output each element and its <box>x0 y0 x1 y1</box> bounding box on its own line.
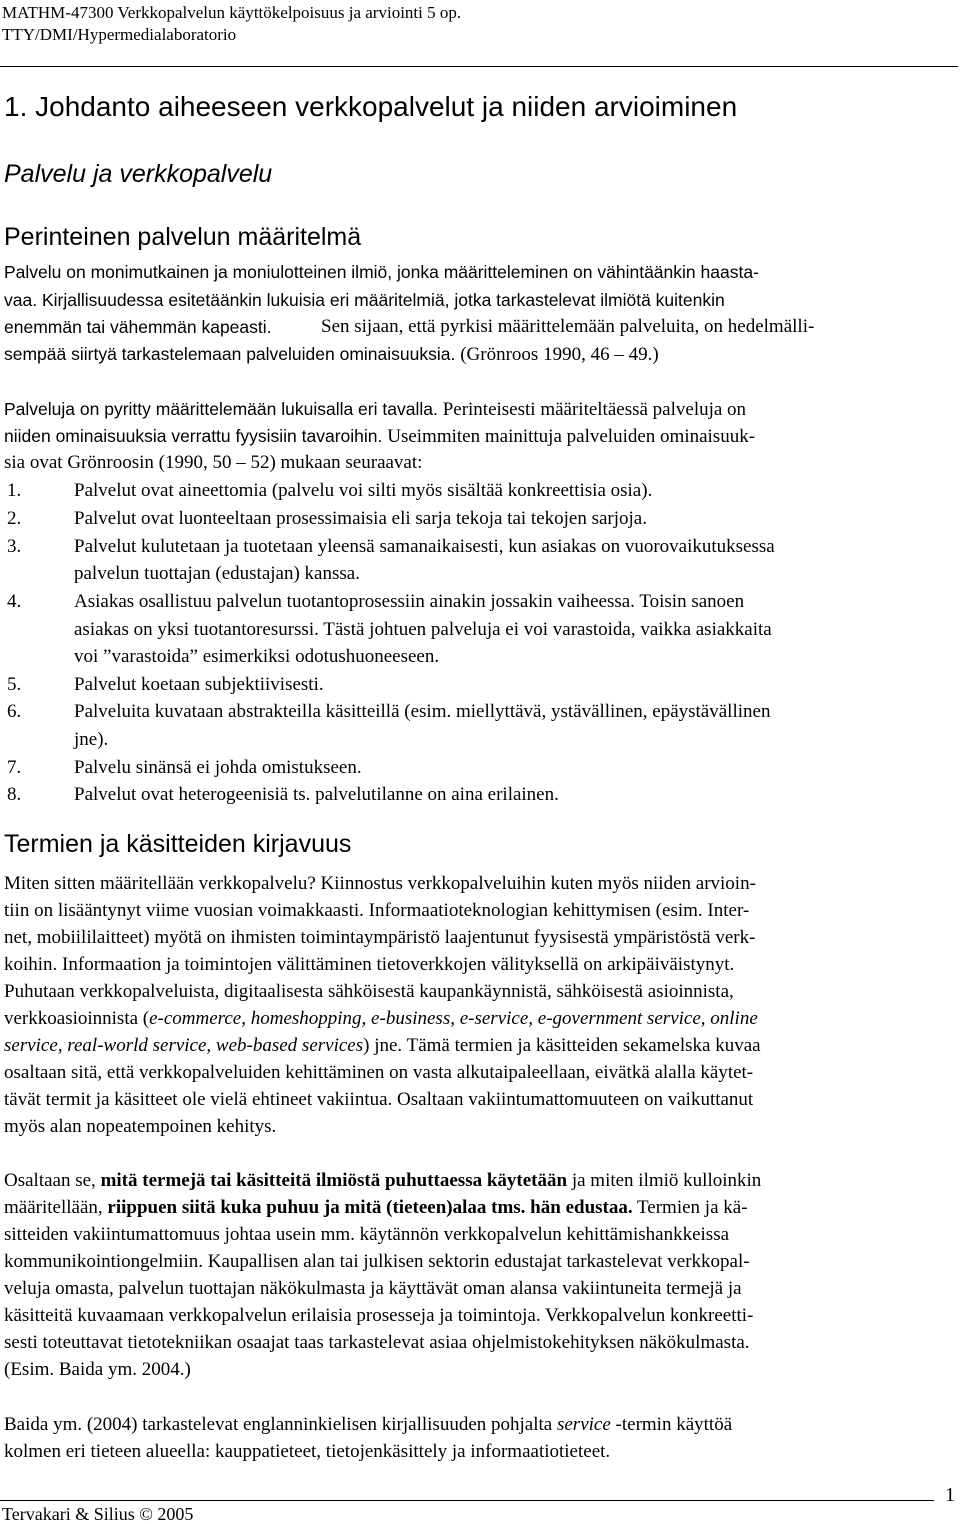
page-number: 1 <box>945 1484 955 1506</box>
paragraph-line: Miten sitten määritellään verkkopalvelu? Kiinnostus verkkopalveluihin kuten myös niiden arvioin- <box>4 873 756 894</box>
text-span: sempää siirtyä tarkastelemaan palveluiden ominaisuuksia. <box>4 344 461 364</box>
list-item-continuation: palvelun tuottajan (edustajan) kanssa. <box>74 563 360 584</box>
paragraph-line <box>4 397 746 422</box>
text-span: vaa. Kirjallisuudessa esitetäänkin lukuisia eri määritelmiä, jotka tarkastelevat ilmiötä kuitenkin <box>4 290 725 310</box>
list-item: Palveluita kuvataan abstrakteilla käsitteillä (esim. miellyttävä, ystävällinen, epäystävällinen <box>74 701 771 722</box>
italic-terms: e-commerce, homeshopping, e-business, e-service, e-government service, online <box>149 1008 758 1029</box>
list-item: Palvelut koetaan subjektiivisesti. <box>74 674 324 695</box>
paragraph-line <box>4 1007 758 1031</box>
text-span: enemmän tai vähemmän kapeasti. <box>4 317 272 337</box>
text-span: ) jne. Tämä termien ja käsitteiden sekamelska kuvaa <box>363 1035 761 1056</box>
paragraph-line: Puhutaan verkkopalveluista, digitaalisesta sähköisestä kaupankäynnistä, sähköisestä asioinnista, <box>4 981 734 1002</box>
paragraph-line: myös alan nopeatempoinen kehitys. <box>4 1116 277 1137</box>
text-span: Osaltaan se, <box>4 1170 101 1191</box>
list-item-continuation: jne). <box>74 729 109 750</box>
list-number: 2. <box>7 508 22 529</box>
list-item: Palvelut ovat heterogeenisiä ts. palvelutilanne on aina erilainen. <box>74 784 559 805</box>
italic-term: service <box>556 1414 611 1435</box>
page-title: 1. Johdanto aiheeseen verkkopalvelut ja niiden arvioiminen <box>4 91 738 122</box>
text-span: -termin käyttöä <box>610 1414 733 1435</box>
paragraph-line <box>4 1169 761 1193</box>
text-span: Palvelu on monimutkainen ja moniulotteinen ilmiö, jonka määritteleminen on vähintäänkin haasta- <box>4 262 759 282</box>
running-header <box>2 2 461 46</box>
paragraph-line: net, mobiililaitteet) myötä on ihmisten toimintaympäristö laajentunut fyysisestä ympäristöstä verk- <box>4 927 756 948</box>
paragraph-line <box>321 315 814 339</box>
list-number: 7. <box>7 757 22 778</box>
list-number: 1. <box>7 480 22 501</box>
list-item: Palvelu sinänsä ei johda omistukseen. <box>74 757 362 778</box>
paragraph-line <box>4 1034 761 1058</box>
paragraph-line: koihin. Informaation ja toimintojen välittäminen tietoverkkojen välityksellä on arkipäiväistynyt. <box>4 954 735 975</box>
text-span: Termien ja kä- <box>632 1197 748 1218</box>
text-span: sia ovat Grönroosin (1990, 50 – 52) mukaan seuraavat: <box>4 452 423 473</box>
paragraph-line: veluja omasta, palvelun tuottajan näkökulmasta ja käyttävät oman alansa vakiintuneita termejä ja <box>4 1278 742 1299</box>
header-rule <box>0 66 958 67</box>
list-item-continuation: asiakas on yksi tuotantoresurssi. Tästä johtuen palveluja ei voi varastoida, vaikka asiakkaita <box>74 619 772 640</box>
department: TTY/DMI/Hypermedialaboratorio <box>2 25 237 44</box>
bold-phrase: riippuen siitä kuka puhuu ja mitä (tieteen)alaa tms. hän edustaa. <box>107 1197 633 1218</box>
list-number: 5. <box>7 674 22 695</box>
paragraph-line <box>4 1413 732 1437</box>
text-span: Sen sijaan, että pyrkisi määrittelemään palveluita, on hedelmälli- <box>321 316 815 337</box>
paragraph-line: osaltaan sitä, että verkkopalveluiden kehittäminen on vasta alkutaipaleellaan, eivätkä alalla käytet- <box>4 1062 754 1083</box>
paragraph-line: sitteiden vakiintumattomuus johtaa usein mm. käytännön verkkopalvelun kehittämishankkeissa <box>4 1224 730 1245</box>
citation: (Grönroos 1990, 46 – 49.) <box>460 344 659 365</box>
paragraph-line <box>4 424 755 449</box>
list-item: Palvelut ovat luonteeltaan prosessimaisia eli sarja tekoja tai tekojen sarjoja. <box>74 508 647 529</box>
paragraph-line: sesti toteuttavat tietotekniikan osaajat taas tarkastelevat asiaa ohjelmistokehityksen näkökulmasta. <box>4 1332 750 1353</box>
paragraph-line <box>4 260 759 285</box>
list-item: Palvelut ovat aineettomia (palvelu voi silti myös sisältää konkreettisia osia). <box>74 480 653 501</box>
list-number: 4. <box>7 591 22 612</box>
course-title: MATHM-47300 Verkkopalvelun käyttökelpoisuus ja arviointi 5 op. <box>2 3 462 22</box>
subsection-heading: Perinteinen palvelun määritelmä <box>4 223 362 251</box>
list-item: Asiakas osallistuu palvelun tuotantoprosessiin ainakin jossakin vaiheessa. Toisin sanoen <box>74 591 745 612</box>
paragraph-line <box>4 342 659 367</box>
paragraph-line: kolmen eri tieteen alueella: kauppatieteet, tietojenkäsittely ja informaatiotieteet. <box>4 1441 611 1462</box>
bold-phrase: mitä termejä tai käsitteitä ilmiöstä puhuttaessa käytetään <box>100 1170 568 1191</box>
paragraph-line <box>4 1196 748 1220</box>
paragraph-line: tiin on lisääntynyt viime vuosian voimakkaasti. Informaatioteknologian kehittymisen (esim. Inter- <box>4 900 750 921</box>
paragraph-line <box>4 315 272 340</box>
paragraph-line <box>4 451 422 475</box>
footer-rule <box>0 1500 934 1501</box>
italic-terms: service, real-world service, web-based services <box>4 1035 364 1056</box>
paragraph-line <box>4 288 725 313</box>
text-span: niiden ominaisuuksia verrattu fyysisiin tavaroihin. <box>4 426 388 446</box>
footer-authors: Tervakari & Silius © 2005 <box>2 1504 194 1524</box>
section-heading-termit: Termien ja käsitteiden kirjavuus <box>4 830 352 858</box>
list-item-continuation: voi ”varastoida” esimerkiksi odotushuoneeseen. <box>74 646 440 667</box>
text-span: Useimmiten mainittuja palveluiden ominaisuuk- <box>387 426 756 447</box>
text-span: verkkoasioinnista ( <box>4 1008 150 1029</box>
paragraph-line: (Esim. Baida ym. 2004.) <box>4 1359 191 1380</box>
paragraph-line: kommunikointiongelmiin. Kaupallisen alan tai julkisen sektorin edustajat tarkastelevat verkkopal- <box>4 1251 750 1272</box>
list-number: 8. <box>7 784 22 805</box>
text-span: Baida ym. (2004) tarkastelevat englanninkielisen kirjallisuuden pohjalta <box>4 1414 557 1435</box>
paragraph-line: tävät termit ja käsitteet ole vielä ehtineet vakiintua. Osaltaan vakiintumattomuuteen on vaikuttanut <box>4 1089 754 1110</box>
list-number: 6. <box>7 701 22 722</box>
text-span: ja miten ilmiö kulloinkin <box>567 1170 762 1191</box>
list-number: 3. <box>7 536 22 557</box>
text-span: Perinteisesti määriteltäessä palveluja on <box>442 399 747 420</box>
text-span: määritellään, <box>4 1197 108 1218</box>
section-heading-palvelu: Palvelu ja verkkopalvelu <box>4 160 273 188</box>
list-item: Palvelut kulutetaan ja tuotetaan yleensä samanaikaisesti, kun asiakas on vuorovaikutuksessa <box>74 536 775 557</box>
text-span: Palveluja on pyritty määrittelemään lukuisalla eri tavalla. <box>4 399 443 419</box>
paragraph-line: käsitteitä kuvaamaan verkkopalvelun erilaisia prosesseja ja toimintoja. Verkkopalvelun konkreetti- <box>4 1305 754 1326</box>
